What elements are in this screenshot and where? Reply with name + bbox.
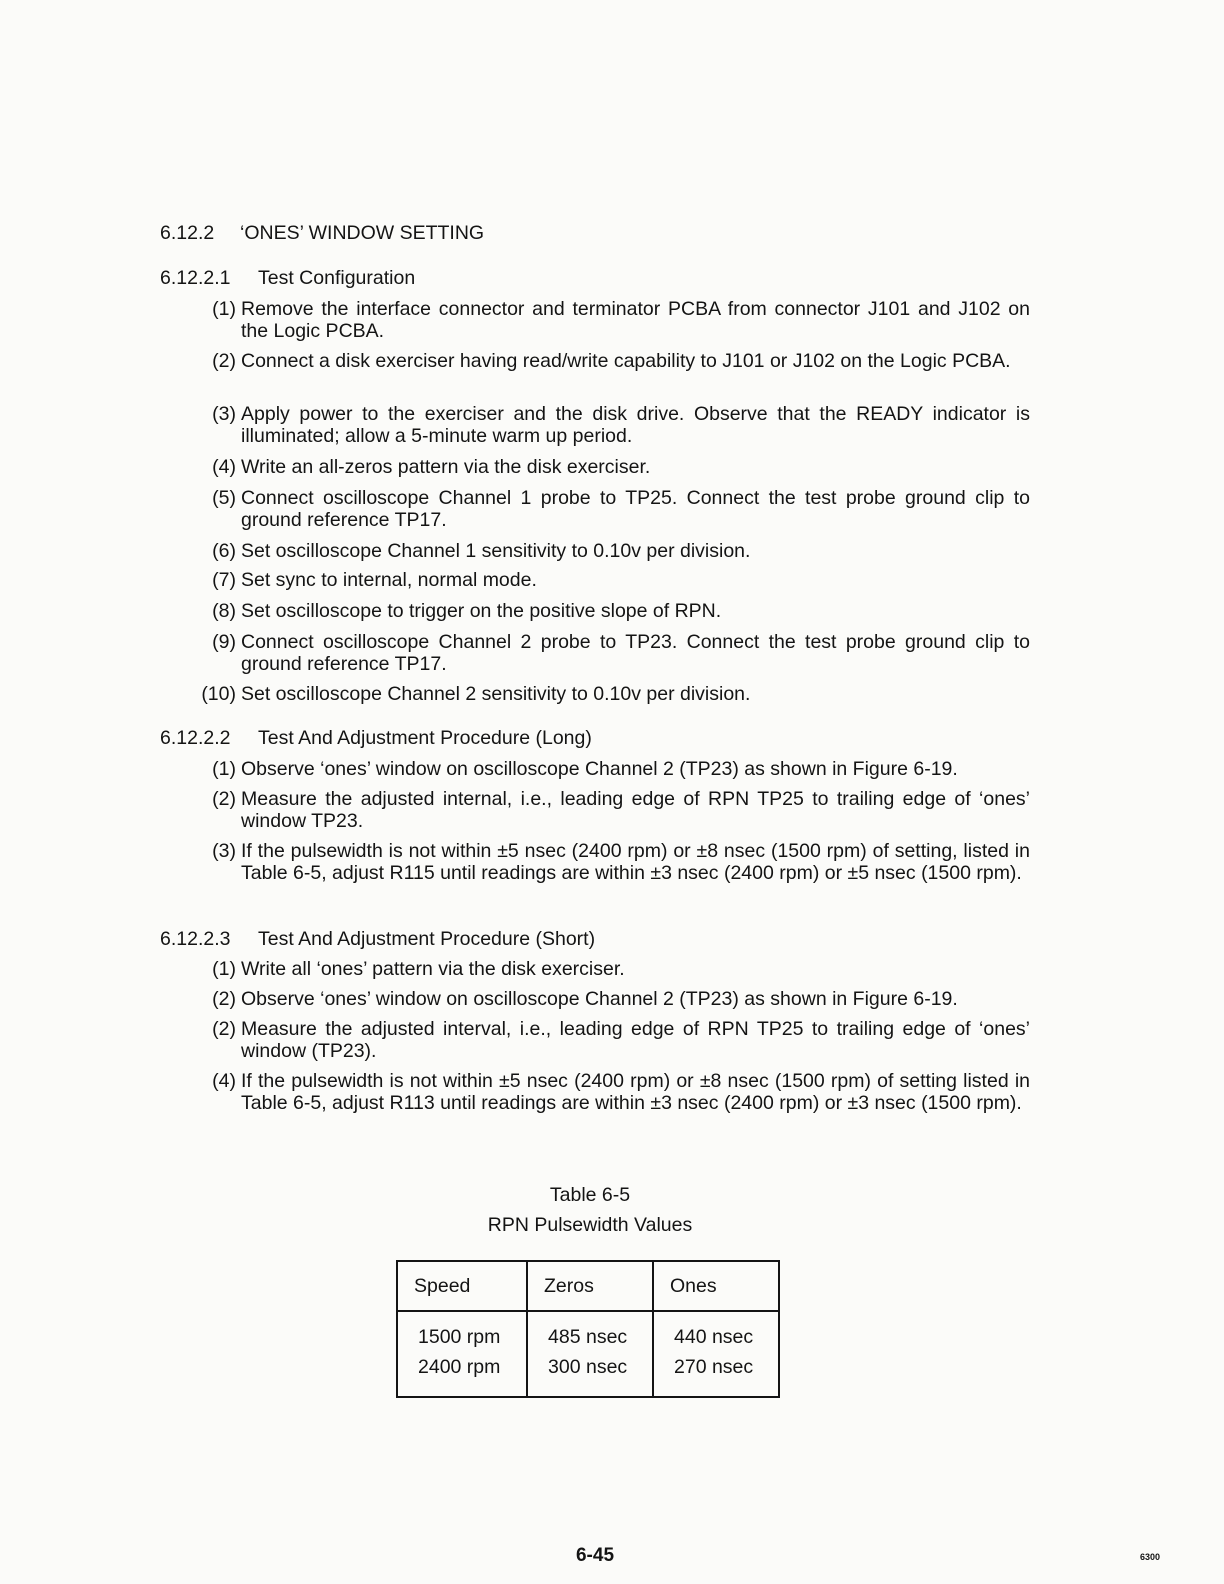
section-title: ‘ONES’ WINDOW SETTING [240, 222, 485, 244]
subsection-heading-long-procedure [160, 727, 592, 750]
list-text: Connect oscilloscope Channel 2 probe to TP23. Connect the test probe ground clip to ground reference TP17. [241, 631, 1030, 675]
list-text: Set oscilloscope Channel 2 sensitivity to 0.10v per division. [241, 683, 751, 705]
list-marker: (7) [212, 569, 236, 591]
list-item [188, 456, 1030, 478]
list-text: Observe ‘ones’ window on oscilloscope Channel 2 (TP23) as shown in Figure 6-19. [241, 988, 958, 1010]
list-item [188, 988, 1030, 1010]
table-cell: 270 nsec [653, 1352, 779, 1397]
list-text: Set oscilloscope to trigger on the positive slope of RPN. [241, 600, 722, 622]
list-marker: (6) [212, 540, 236, 562]
table-label: Table 6-5 [549, 1184, 631, 1206]
list-text: Observe ‘ones’ window on oscilloscope Channel 2 (TP23) as shown in Figure 6-19. [241, 758, 958, 780]
subsection-title: Test And Adjustment Procedure (Long) [258, 727, 592, 749]
list-marker: (3) [212, 403, 236, 425]
table-row [397, 1311, 779, 1352]
list-text: Measure the adjusted internal, i.e., leading edge of RPN TP25 to trailing edge of ‘ones’ window TP23. [241, 788, 1030, 832]
page-number: 6-45 [575, 1545, 615, 1566]
section-number: 6.12.2 [160, 222, 215, 244]
table-cell: 485 nsec [527, 1311, 653, 1352]
list-text: Connect oscilloscope Channel 1 probe to TP25. Connect the test probe ground clip to ground reference TP17. [241, 487, 1030, 531]
list-text: Set sync to internal, normal mode. [241, 569, 537, 591]
list-marker: (1) [212, 298, 236, 320]
list-item [188, 958, 1030, 980]
subsection-number: 6.12.2.3 [160, 928, 231, 950]
table-row [397, 1352, 779, 1397]
column-header-zeros: Zeros [527, 1261, 653, 1311]
subsection-number: 6.12.2.2 [160, 727, 231, 749]
list-item [188, 1070, 1030, 1114]
subsection-heading-test-configuration [160, 267, 415, 290]
list-text: Set oscilloscope Channel 1 sensitivity to 0.10v per division. [241, 540, 751, 562]
list-text: Measure the adjusted interval, i.e., leading edge of RPN TP25 to trailing edge of ‘ones’ window (TP23). [241, 1018, 1030, 1062]
list-item [188, 683, 1030, 705]
table-cell: 440 nsec [653, 1311, 779, 1352]
list-marker: (1) [212, 958, 236, 980]
list-item [188, 487, 1030, 531]
list-item [188, 1018, 1030, 1062]
list-marker: (2) [212, 350, 236, 372]
list-text: Connect a disk exerciser having read/write capability to J101 or J102 on the Logic PCBA. [241, 350, 1011, 372]
list-item [188, 298, 1030, 342]
list-item [188, 350, 1030, 372]
subsection-number: 6.12.2.1 [160, 267, 231, 289]
list-text: Apply power to the exerciser and the disk drive. Observe that the READY indicator is illuminated; allow a 5-minute warm up period. [241, 403, 1030, 447]
list-item [188, 569, 1030, 591]
list-marker: (9) [212, 631, 236, 653]
list-marker: (1) [212, 758, 236, 780]
list-item [188, 840, 1030, 884]
list-marker: (2) [212, 788, 236, 810]
table-cell: 300 nsec [527, 1352, 653, 1397]
table-cell: 1500 rpm [397, 1311, 527, 1352]
list-text: Remove the interface connector and terminator PCBA from connector J101 and J102 on the Logic PCBA. [241, 298, 1030, 342]
table-header-row [397, 1261, 779, 1311]
section-heading [160, 222, 484, 245]
list-marker: (4) [212, 456, 236, 478]
list-marker: (2) [212, 1018, 236, 1040]
subsection-title: Test And Adjustment Procedure (Short) [258, 928, 596, 950]
list-text: If the pulsewidth is not within ±5 nsec (2400 rpm) or ±8 nsec (1500 rpm) of setting, listed in Table 6-5, adjust R115 until readings are within ±3 nsec (2400 rpm) or ±5 nsec (1500 rpm). [241, 840, 1030, 884]
list-item [188, 758, 1030, 780]
list-item [188, 631, 1030, 675]
list-item [188, 403, 1030, 447]
column-header-ones: Ones [653, 1261, 779, 1311]
list-text: Write an all-zeros pattern via the disk exerciser. [241, 456, 651, 478]
subsection-heading-short-procedure [160, 928, 595, 951]
document-id: 6300 [1140, 1552, 1161, 1562]
list-marker: (5) [212, 487, 236, 509]
list-text: Write all ‘ones’ pattern via the disk exerciser. [241, 958, 625, 980]
list-marker: (10) [201, 683, 236, 705]
list-item [188, 540, 1030, 562]
column-header-speed: Speed [397, 1261, 527, 1311]
list-marker: (8) [212, 600, 236, 622]
subsection-title: Test Configuration [258, 267, 416, 289]
list-text: If the pulsewidth is not within ±5 nsec (2400 rpm) or ±8 nsec (1500 rpm) of setting listed in Table 6-5, adjust R113 until readings are within ±3 nsec (2400 rpm) or ±3 nsec (1500 rpm). [241, 1070, 1030, 1114]
list-marker: (4) [212, 1070, 236, 1092]
rpn-pulsewidth-table [396, 1260, 780, 1398]
list-marker: (3) [212, 840, 236, 862]
list-item [188, 600, 1030, 622]
table-cell: 2400 rpm [397, 1352, 527, 1397]
list-item [188, 788, 1030, 832]
table-title: RPN Pulsewidth Values [487, 1214, 693, 1236]
list-marker: (2) [212, 988, 236, 1010]
